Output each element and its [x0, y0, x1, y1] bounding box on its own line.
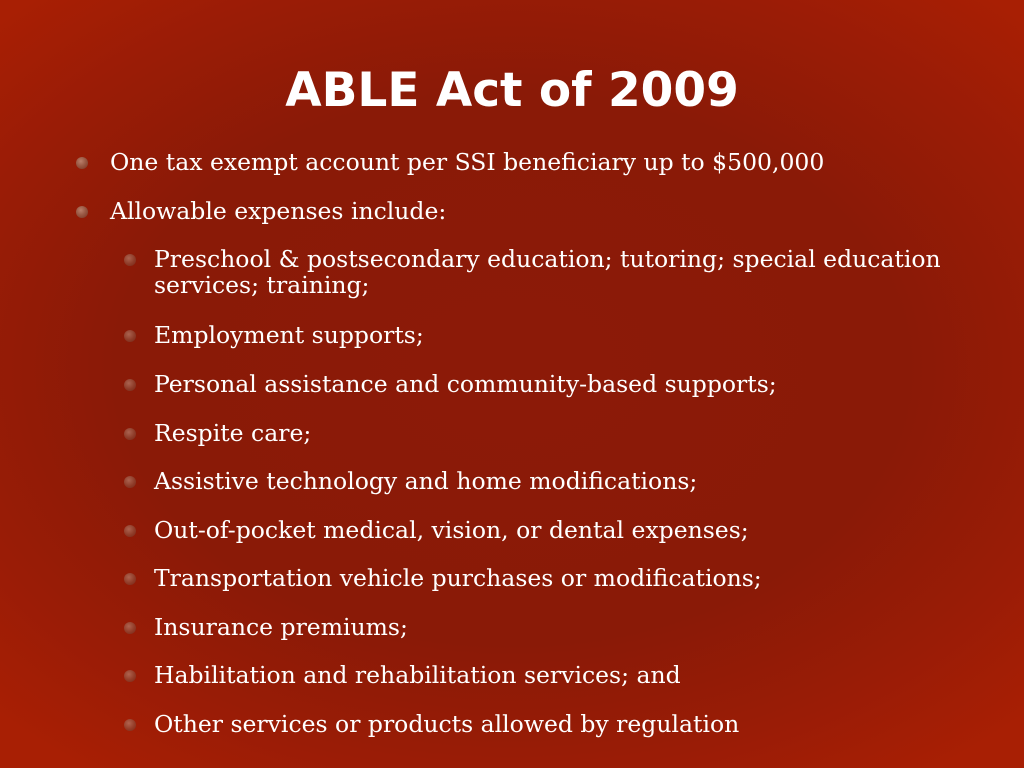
- sub-bullet-text: Respite care;: [154, 419, 312, 447]
- sub-bullet-text: Other services or products allowed by regulation: [154, 710, 740, 738]
- sub-bullet-dot-icon: [124, 573, 136, 585]
- sub-bullet-dot-icon: [124, 670, 136, 682]
- sub-bullet-dot-icon: [124, 525, 136, 537]
- sub-bullet-dot-icon: [124, 254, 136, 266]
- sub-bullet-dot-icon: [124, 330, 136, 342]
- sub-bullet-text: Employment supports;: [154, 321, 424, 349]
- sub-bullet-text: Habilitation and rehabilitation services; and: [154, 661, 681, 689]
- sub-bullet-item: [154, 614, 974, 640]
- bullet-text: Allowable expenses include:: [110, 197, 447, 225]
- sub-bullet-text: Personal assistance and community-based supports;: [154, 370, 777, 398]
- sub-bullet-item: [154, 371, 974, 397]
- sub-bullet-dot-icon: [124, 476, 136, 488]
- bullet-item: [110, 149, 990, 175]
- sub-bullet-item: [154, 322, 974, 348]
- sub-bullet-dot-icon: [124, 622, 136, 634]
- sub-bullet-text: Assistive technology and home modifications;: [154, 467, 698, 495]
- sub-bullet-text: Insurance premiums;: [154, 613, 408, 641]
- sub-bullet-text: Out-of-pocket medical, vision, or dental expenses;: [154, 516, 749, 544]
- bullet-text: One tax exempt account per SSI beneficiary up to $500,000: [110, 148, 825, 176]
- sub-bullet-dot-icon: [124, 379, 136, 391]
- slide-title: ABLE Act of 2009: [285, 63, 739, 118]
- sub-bullet-item: [154, 711, 974, 737]
- sub-bullet-item: [154, 420, 974, 446]
- bullet-dot-icon: [76, 206, 88, 218]
- bullet-dot-icon: [76, 157, 88, 169]
- bullet-item: [110, 198, 990, 224]
- sub-bullet-item: [154, 565, 974, 591]
- sub-bullet-text: Transportation vehicle purchases or modifications;: [154, 564, 762, 592]
- sub-bullet-item: [154, 662, 974, 688]
- sub-bullet-dot-icon: [124, 719, 136, 731]
- sub-bullet-item: [154, 517, 974, 543]
- sub-bullet-item: [154, 246, 974, 298]
- sub-bullet-dot-icon: [124, 428, 136, 440]
- sub-bullet-text: Preschool & postsecondary education; tutoring; special education services; training;: [154, 245, 941, 299]
- sub-bullet-item: [154, 468, 974, 494]
